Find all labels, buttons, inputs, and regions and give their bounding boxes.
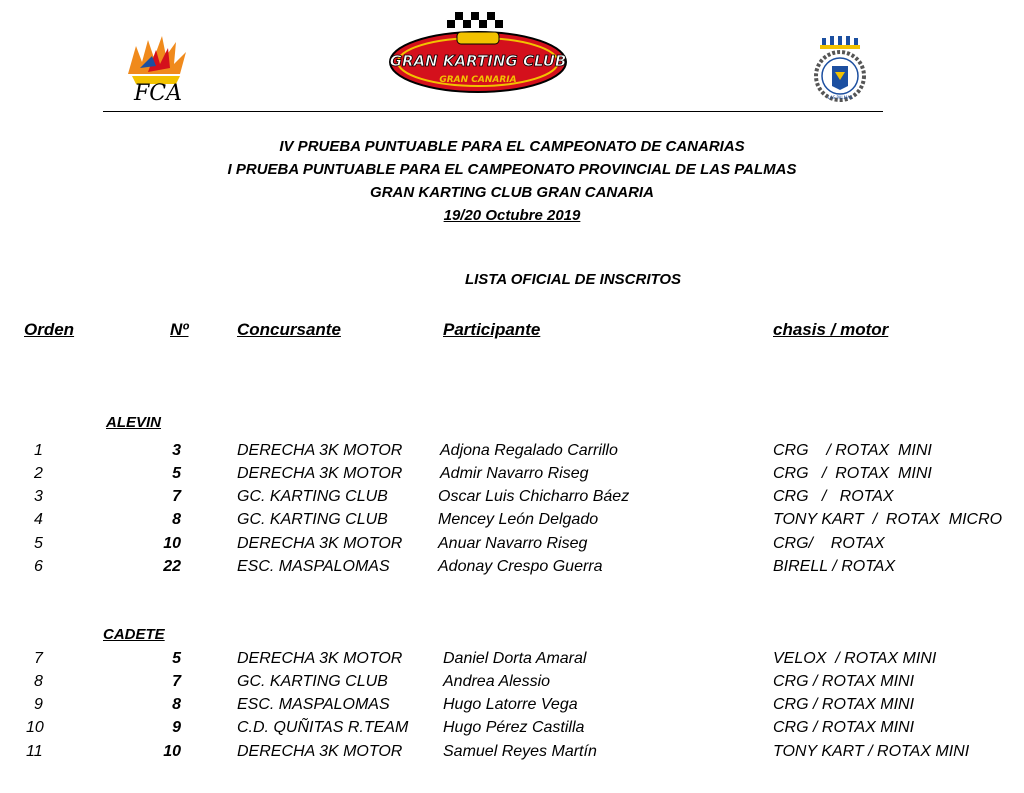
cell-numero: 7 <box>172 673 181 690</box>
seal-text: LAS PALMAS <box>827 95 853 100</box>
cell-concursante: C.D. QUÑITAS R.TEAM <box>237 719 409 736</box>
cell-orden: 4 <box>34 511 43 528</box>
table-row <box>0 650 1024 672</box>
table-row <box>0 511 1024 533</box>
cell-participante: Andrea Alessio <box>443 673 551 690</box>
cell-numero: 22 <box>163 558 181 575</box>
title-line-2: I PRUEBA PUNTUABLE PARA EL CAMPEONATO PROVINCIAL DE LAS PALMAS <box>227 161 797 178</box>
cell-concursante: DERECHA 3K MOTOR <box>237 535 403 552</box>
cell-numero: 5 <box>172 650 181 667</box>
event-date: 19/20 Octubre 2019 <box>443 207 581 224</box>
table-row <box>0 743 1024 765</box>
title-line-3: GRAN KARTING CLUB GRAN CANARIA <box>370 184 654 201</box>
cell-concursante: GC. KARTING CLUB <box>237 673 388 690</box>
cell-participante: Adonay Crespo Guerra <box>438 558 603 575</box>
logo-title-text: GRAN KARTING CLUB <box>389 52 567 70</box>
cell-numero: 8 <box>172 511 181 528</box>
cell-numero: 7 <box>172 488 181 505</box>
cell-orden: 9 <box>34 696 43 713</box>
col-header-participante: Participante <box>443 320 541 339</box>
cell-orden: 1 <box>34 442 43 459</box>
cell-chasis-motor: CRG / ROTAX MINI <box>773 696 915 713</box>
cell-chasis-motor: TONY KART / ROTAX MICRO <box>773 511 1003 528</box>
cell-concursante: DERECHA 3K MOTOR <box>237 465 403 482</box>
cell-participante: Anuar Navarro Riseg <box>438 535 588 552</box>
cell-concursante: DERECHA 3K MOTOR <box>237 650 403 667</box>
table-row <box>0 465 1024 487</box>
cell-concursante: GC. KARTING CLUB <box>237 511 388 528</box>
cell-orden: 2 <box>34 465 43 482</box>
table-row <box>0 558 1024 580</box>
cell-participante: Samuel Reyes Martín <box>443 743 597 760</box>
table-row <box>0 535 1024 557</box>
cell-concursante: ESC. MASPALOMAS <box>237 696 390 713</box>
cell-orden: 8 <box>34 673 43 690</box>
cell-chasis-motor: TONY KART / ROTAX MINI <box>773 743 970 760</box>
gran-karting-club-logo <box>385 10 571 96</box>
title-line-1: IV PRUEBA PUNTUABLE PARA EL CAMPEONATO DE CANARIAS <box>279 138 745 155</box>
section-title-alevin: ALEVIN <box>106 414 162 431</box>
cell-numero: 10 <box>163 535 181 552</box>
logo-subtitle-text: GRAN CANARIA <box>439 75 517 85</box>
col-header-concursante: Concursante <box>237 320 341 339</box>
cell-numero: 5 <box>172 465 181 482</box>
cell-participante: Hugo Pérez Castilla <box>443 719 585 736</box>
cell-numero: 3 <box>172 442 181 459</box>
cell-orden: 6 <box>34 558 43 575</box>
col-header-numero: Nº <box>170 320 189 339</box>
col-header-chasis-motor: chasis / motor <box>773 320 889 339</box>
event-titles <box>0 135 1024 227</box>
table-row <box>0 442 1024 464</box>
table-row <box>0 673 1024 695</box>
cell-participante: Adjona Regalado Carrillo <box>440 442 618 459</box>
cell-orden: 7 <box>34 650 43 667</box>
table-row <box>0 488 1024 510</box>
fca-text: FCA <box>134 81 182 104</box>
cell-chasis-motor: CRG / ROTAX MINI <box>773 442 932 459</box>
cell-participante: Admir Navarro Riseg <box>440 465 589 482</box>
cell-participante: Mencey León Delgado <box>438 511 599 528</box>
header-divider <box>103 111 883 112</box>
cell-participante: Hugo Latorre Vega <box>443 696 578 713</box>
cell-concursante: ESC. MASPALOMAS <box>237 558 390 575</box>
cell-chasis-motor: CRG/ ROTAX <box>773 535 885 552</box>
cell-concursante: GC. KARTING CLUB <box>237 488 388 505</box>
cell-concursante: DERECHA 3K MOTOR <box>237 442 403 459</box>
section-title-cadete: CADETE <box>103 626 165 643</box>
table-row <box>0 719 1024 741</box>
cell-chasis-motor: BIRELL / ROTAX <box>773 558 896 575</box>
cell-chasis-motor: CRG / ROTAX MINI <box>773 673 915 690</box>
cell-participante: Oscar Luis Chicharro Báez <box>438 488 630 505</box>
cell-orden: 11 <box>26 743 43 760</box>
cell-chasis-motor: VELOX / ROTAX MINI <box>773 650 937 667</box>
cell-chasis-motor: CRG / ROTAX MINI <box>773 719 915 736</box>
federation-seal-logo <box>808 36 872 102</box>
col-header-orden: Orden <box>24 320 75 339</box>
cell-orden: 10 <box>26 719 44 736</box>
table-row <box>0 696 1024 718</box>
cell-concursante: DERECHA 3K MOTOR <box>237 743 403 760</box>
cell-numero: 8 <box>172 696 181 713</box>
fca-logo <box>118 34 198 104</box>
cell-orden: 5 <box>34 535 43 552</box>
cell-participante: Daniel Dorta Amaral <box>443 650 587 667</box>
cell-chasis-motor: CRG / ROTAX MINI <box>773 465 932 482</box>
cell-numero: 10 <box>163 743 181 760</box>
cell-numero: 9 <box>172 719 181 736</box>
cell-orden: 3 <box>34 488 43 505</box>
list-title: LISTA OFICIAL DE INSCRITOS <box>464 271 682 288</box>
cell-chasis-motor: CRG / ROTAX <box>773 488 894 505</box>
